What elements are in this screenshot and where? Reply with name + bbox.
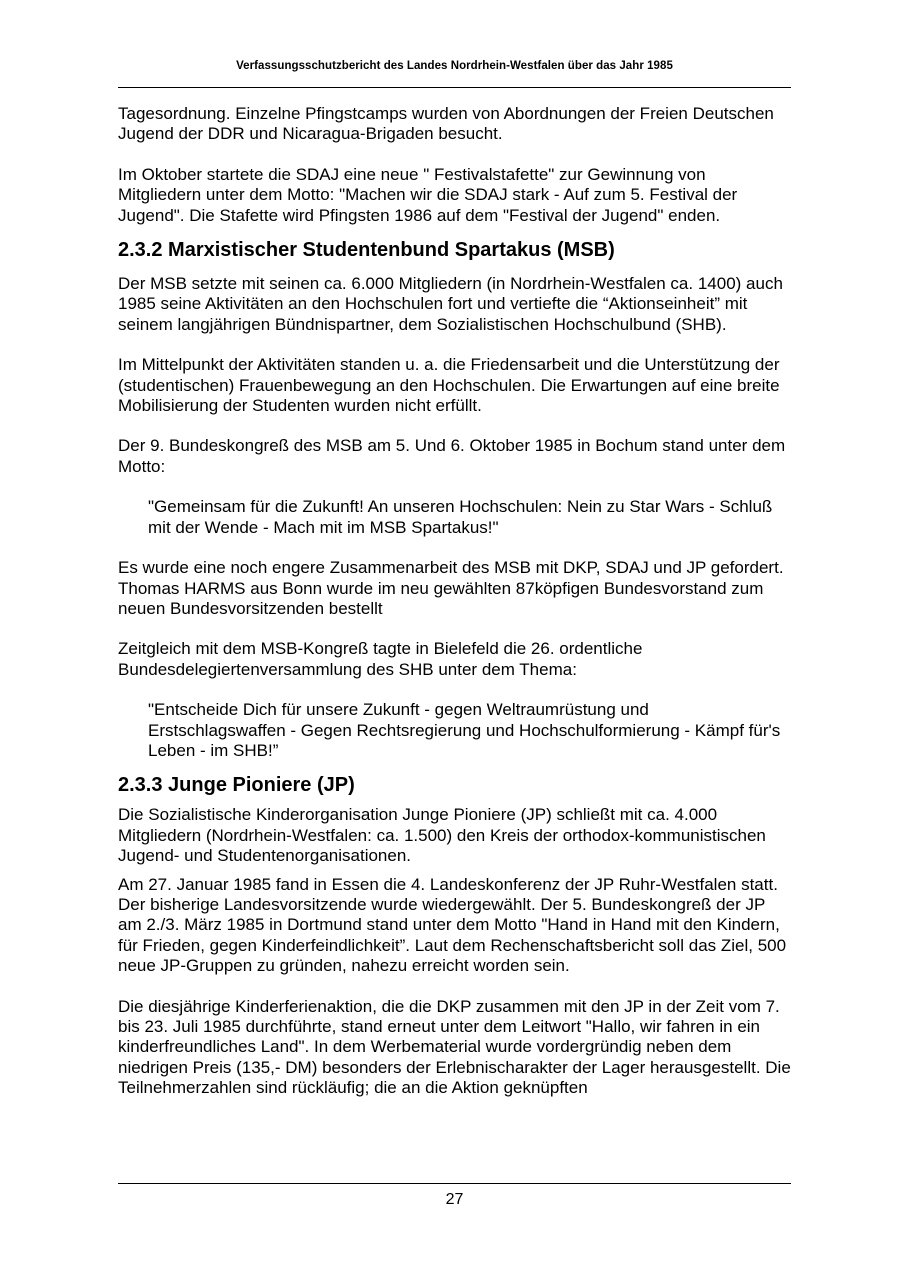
page-header: Verfassungsschutzbericht des Landes Nordrhein-Westfalen über das Jahr 1985 [236,60,673,72]
paragraph-msb-members: Der MSB setzte mit seinen ca. 6.000 Mitgliedern (in Nordrhein-Westfalen ca. 1400) auch 1985 seine Aktivitäten an den Hochschulen fort und vertiefte die “Aktionseinheit” mit seinem langjährigen Bündnispartner, dem Sozialistischen Hochschulbund (SHB). [118,274,783,334]
page-body [118,104,791,1099]
paragraph-msb-activities: Im Mittelpunkt der Aktivitäten standen u. a. die Friedensarbeit und die Unterstützung der (studentischen) Frauenbewegung an den Hochschulen. Die Erwartungen auf eine breite Mobilisierung der Studenten wurden nicht erfüllt. [118,355,780,416]
paragraph-harms: Es wurde eine noch engere Zusammenarbeit des MSB mit DKP, SDAJ und JP gefordert. Thomas HARMS aus Bonn wurde im neu gewählten 87köpfigen Bundesvorstand zum neuen Bundesvorsitzenden bestellt [118,558,784,618]
section-heading-jp: 2.3.3 Junge Pioniere (JP) [118,774,355,797]
paragraph-kinderferienaktion: Die diesjährige Kinderferienaktion, die die DKP zusammen mit den JP in der Zeit vom 7. bis 23. Juli 1985 durchführte, stand erneut unter dem Leitwort "Hallo, wir fahren in ein kinderfreundliches Land". In dem Werbematerial wurde vordergründig neben dem niedrigen Preis (135,- DM) besonders der Erlebnischarakter der Lager herausgestellt. Die Teilnehmerzahlen sind rückläufig; die an die Aktion geknüpften [118,996,791,1098]
quote-shb-motto: "Entscheide Dich für unsere Zukunft - gegen Weltraumrüstung und Erstschlagswaffen - Gegen Rechtsregierung und Hochschulformierung - Kämpf für's Leben - im SHB!” [148,700,781,760]
paragraph-shb: Zeitgleich mit dem MSB-Kongreß tagte in Bielefeld die 26. ordentliche Bundesdelegiertenversammlung des SHB unter dem Thema: [118,639,643,679]
paragraph-bundeskongress: Der 9. Bundeskongreß des MSB am 5. Und 6. Oktober 1985 in Bochum stand unter dem Motto: [118,436,786,476]
footer-rule [118,1183,791,1184]
paragraph-landeskonferenz: Am 27. Januar 1985 fand in Essen die 4. Landeskonferenz der JP Ruhr-Westfalen statt. Der bisherige Landesvorsitzende wurde wiedergewählt. Der 5. Bundeskongreß der JP am 2./3. März 1985 in Dortmund stand unter dem Motto "Hand in Hand mit den Kindern, für Frieden, gegen Kinderfeindlichkeit”. Laut dem Rechenschaftsbericht soll das Ziel, 500 neue JP-Gruppen zu gründen, nahezu erreicht worden sein. [118,874,787,976]
paragraph-jp-members: Die Sozialistische Kinderorganisation Junge Pioniere (JP) schließt mit ca. 4.000 Mitgliedern (Nordrhein-Westfalen: ca. 1.500) den Kreis der orthodox-kommunistischen Jugend- und Studentenorganisationen. [118,805,766,866]
section-heading-msb: 2.3.2 Marxistischer Studentenbund Spartakus (MSB) [118,239,615,262]
paragraph-tagesordnung: Tagesordnung. Einzelne Pfingstcamps wurden von Abordnungen der Freien Deutschen Jugend der DDR und Nicaragua-Brigaden besucht. [118,104,774,144]
header-rule [118,87,791,88]
page-number: 27 [445,1191,464,1208]
paragraph-festivalstafette: Im Oktober startete die SDAJ eine neue " Festivalstafette" zur Gewinnung von Mitgliedern unter dem Motto: "Machen wir die SDAJ stark - Auf zum 5. Festival der Jugend". Die Stafette wird Pfingsten 1986 auf dem "Festival der Jugend" enden. [118,164,738,225]
quote-msb-motto: "Gemeinsam für die Zukunft! An unseren Hochschulen: Nein zu Star Wars - Schluß mit der Wende - Mach mit im MSB Spartakus!" [148,497,773,537]
